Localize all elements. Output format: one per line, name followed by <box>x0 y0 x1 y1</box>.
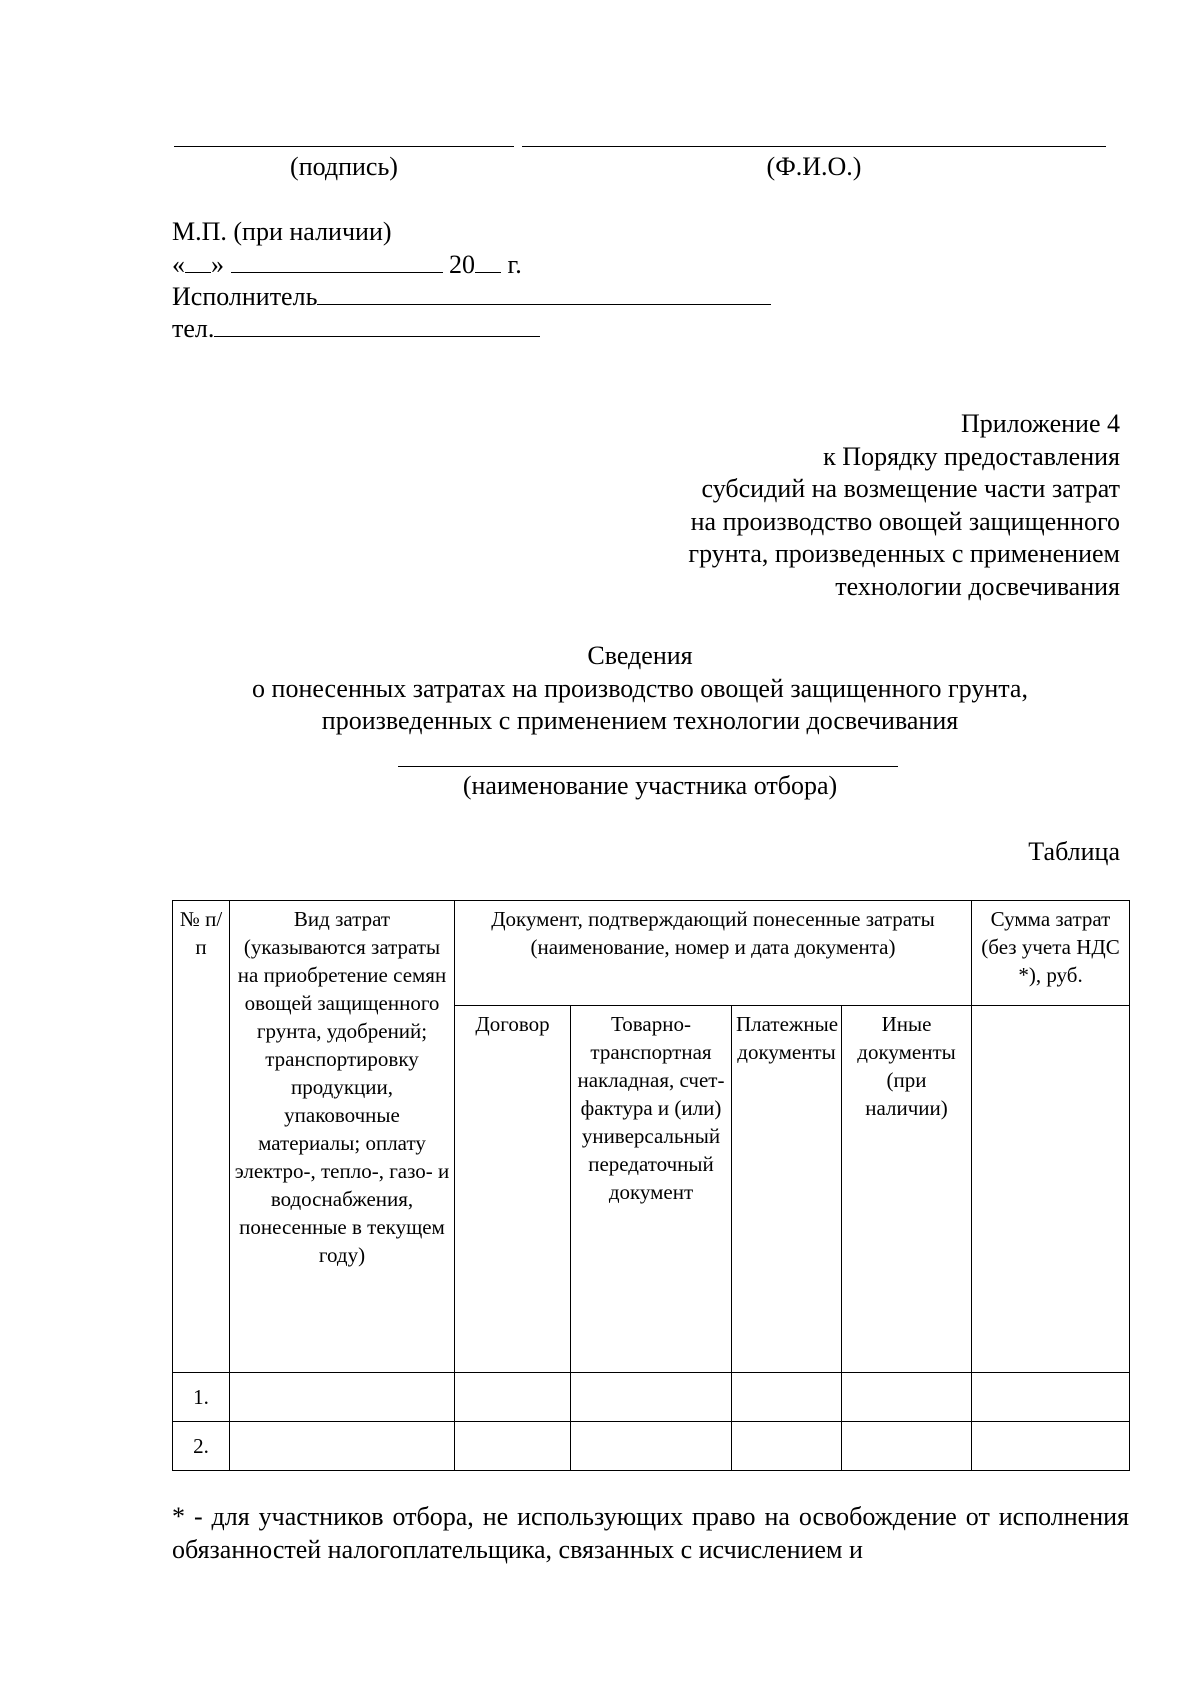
signature-label: (подпись) <box>290 152 398 181</box>
fio-label: (Ф.И.О.) <box>766 152 862 181</box>
day-blank <box>185 272 211 273</box>
executor-blank <box>317 304 771 305</box>
document-heading <box>160 640 1120 738</box>
date-open-quote: « <box>172 250 185 279</box>
header-document <box>455 901 972 1006</box>
subheader-sum-empty <box>972 1006 1130 1373</box>
header-number <box>173 901 230 1373</box>
table-cell <box>972 1373 1130 1422</box>
appendix-line: Приложение 4 <box>960 409 1120 438</box>
subheader-payment-text: Платежные документы <box>736 1012 839 1064</box>
date-close-quote: » <box>211 250 224 279</box>
header-number-text: № п/п <box>179 907 223 959</box>
appendix-line: субсидий на возмещение части затрат <box>701 474 1120 503</box>
month-blank <box>231 272 443 273</box>
appendix-line: на производство овощей защищенного <box>690 506 1120 536</box>
table-row <box>173 1422 1130 1471</box>
header-document-text: Документ, подтверждающий понесенные затраты (наименование, номер и дата документа) <box>491 907 935 959</box>
year-prefix: 20 <box>449 250 475 279</box>
row-number: 1. <box>173 1373 230 1422</box>
document-title: Сведения <box>587 641 693 670</box>
table-header-row <box>173 901 1130 1006</box>
stamp-label: М.П. (при наличии) <box>172 217 392 246</box>
fio-line <box>522 146 1106 147</box>
year-blank <box>475 272 501 273</box>
appendix-block <box>560 408 1120 603</box>
year-suffix: г. <box>501 250 522 279</box>
header-cost-type <box>230 901 455 1373</box>
table-label: Таблица <box>1028 837 1120 866</box>
executor-label: Исполнитель <box>172 282 318 311</box>
table-cell <box>571 1373 732 1422</box>
table-cell <box>842 1373 972 1422</box>
table-cell <box>571 1422 732 1471</box>
subheader-waybill-text: Товарно-транспортная накладная, счет-фактура и (или) универсальный передаточный документ <box>577 1012 725 1204</box>
document-subtitle-line1: о понесенных затратах на производство овощей защищенного грунта, <box>252 673 1028 703</box>
subheader-contract-text: Договор <box>475 1012 550 1036</box>
table-cell <box>732 1373 842 1422</box>
subheader-payment <box>732 1006 842 1373</box>
footnote: * - для участников отбора, не использующих право на освобождение от исполнения обязанностей налогоплательщика, связанных с исчислением и <box>172 1502 1129 1564</box>
table-cell <box>842 1422 972 1471</box>
phone-label: тел. <box>172 314 215 343</box>
header-sum <box>972 901 1130 1006</box>
table-cell <box>455 1373 571 1422</box>
appendix-line: грунта, произведенных с применением <box>688 539 1120 568</box>
table-row <box>173 1373 1130 1422</box>
header-sum-text: Сумма затрат (без учета НДС *), руб. <box>981 907 1120 987</box>
phone-blank <box>214 336 540 337</box>
table-cell <box>972 1422 1130 1471</box>
document-subtitle-line2: произведенных с применением технологии досвечивания <box>321 706 959 735</box>
header-cost-type-text: Вид затрат (указываются затраты на приобретение семян овощей защищенного грунта, удобрений; транспортировку продукции, упаковочные материалы; оплату электро-, тепло-, газо- и водоснабжения, понесенные в текущем году) <box>234 907 450 1267</box>
signature-line <box>174 146 514 147</box>
subheader-other-text: Иные документы (при наличии) <box>857 1012 956 1120</box>
participant-line <box>398 766 898 767</box>
executor-line <box>172 281 771 313</box>
row-number: 2. <box>173 1422 230 1471</box>
table-cell <box>230 1373 455 1422</box>
subheader-contract <box>455 1006 571 1373</box>
subheader-waybill <box>571 1006 732 1373</box>
participant-label: (наименование участника отбора) <box>462 771 838 800</box>
table-cell <box>732 1422 842 1471</box>
costs-table <box>172 900 1130 1471</box>
phone-line <box>172 313 540 345</box>
date-line <box>172 249 522 281</box>
table-cell <box>230 1422 455 1471</box>
appendix-line: к Порядку предоставления <box>823 441 1120 471</box>
table-cell <box>455 1422 571 1471</box>
appendix-line: технологии досвечивания <box>835 571 1120 601</box>
subheader-other <box>842 1006 972 1373</box>
